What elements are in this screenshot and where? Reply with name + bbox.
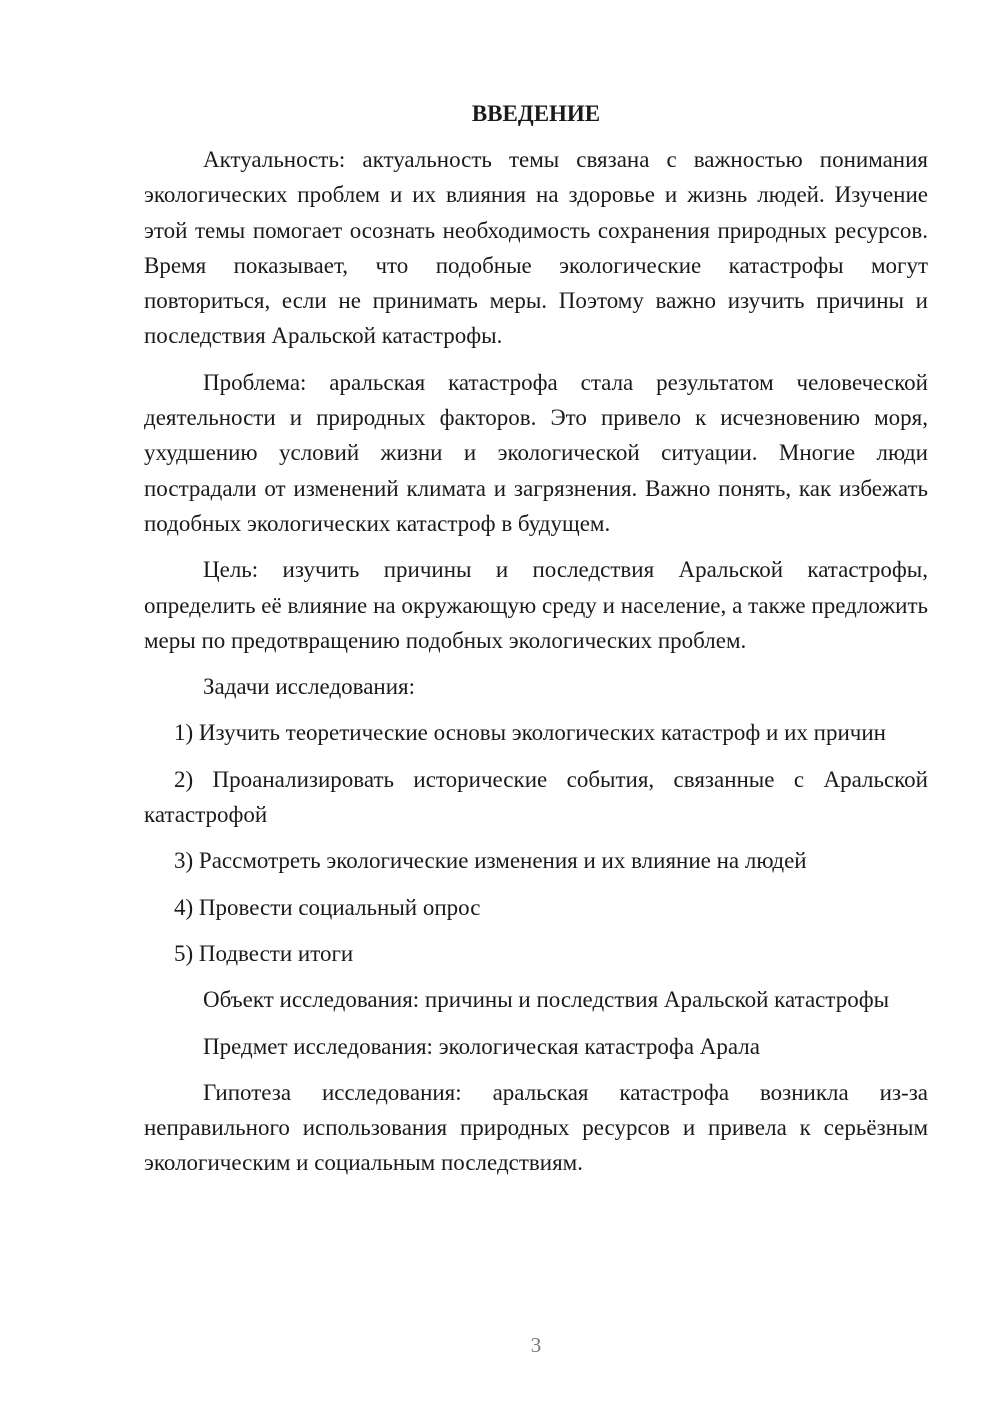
hypothesis-paragraph: Гипотеза исследования: аральская катастрофа возникла из-за неправильного использования природных ресурсов и привела к серьёзным экологическим и социальным последствиям. <box>144 1079 928 1176</box>
object-paragraph: Объект исследования: причины и последствия Аральской катастрофы <box>203 987 890 1013</box>
task-item-2: 2) Проанализировать исторические события, связанные с Аральской катастрофой <box>144 766 928 828</box>
subject-paragraph: Предмет исследования: экологическая катастрофа Арала <box>203 1033 760 1059</box>
document-page <box>144 0 928 1414</box>
task-item-4: 4) Провести социальный опрос <box>174 894 481 920</box>
task-item-3: 3) Рассмотреть экологические изменения и их влияние на людей <box>174 848 807 874</box>
task-item-5: 5) Подвести итоги <box>174 940 354 966</box>
relevance-paragraph: Актуальность: актуальность темы связана с важностью понимания экологических проблем и их влияния на здоровье и жизнь людей. Изучение этой темы помогает осознать необходимость сохранения природных ресурсов. Время показывает, что подобные экологические катастрофы могут повториться, если не принимать меры. Поэтому важно изучить причины и последствия Аральской катастрофы. <box>144 147 928 349</box>
goal-paragraph: Цель: изучить причины и последствия Аральской катастрофы, определить её влияние на окружающую среду и население, а также предложить меры по предотвращению подобных экологических проблем. <box>144 557 928 653</box>
tasks-heading: Задачи исследования: <box>203 674 416 700</box>
page-title: ВВЕДЕНИЕ <box>471 101 601 126</box>
task-item-1: 1) Изучить теоретические основы экологических катастроф и их причин <box>174 720 886 746</box>
problem-paragraph: Проблема: аральская катастрофа стала результатом человеческой деятельности и природных факторов. Это привело к исчезновению моря, ухудшению условий жизни и экологической ситуации. Многие люди пострадали от изменений климата и загрязнения. Важно понять, как избежать подобных экологических катастроф в будущем. <box>144 369 928 536</box>
page-number: 3 <box>530 1333 542 1357</box>
document-body <box>144 142 928 1192</box>
